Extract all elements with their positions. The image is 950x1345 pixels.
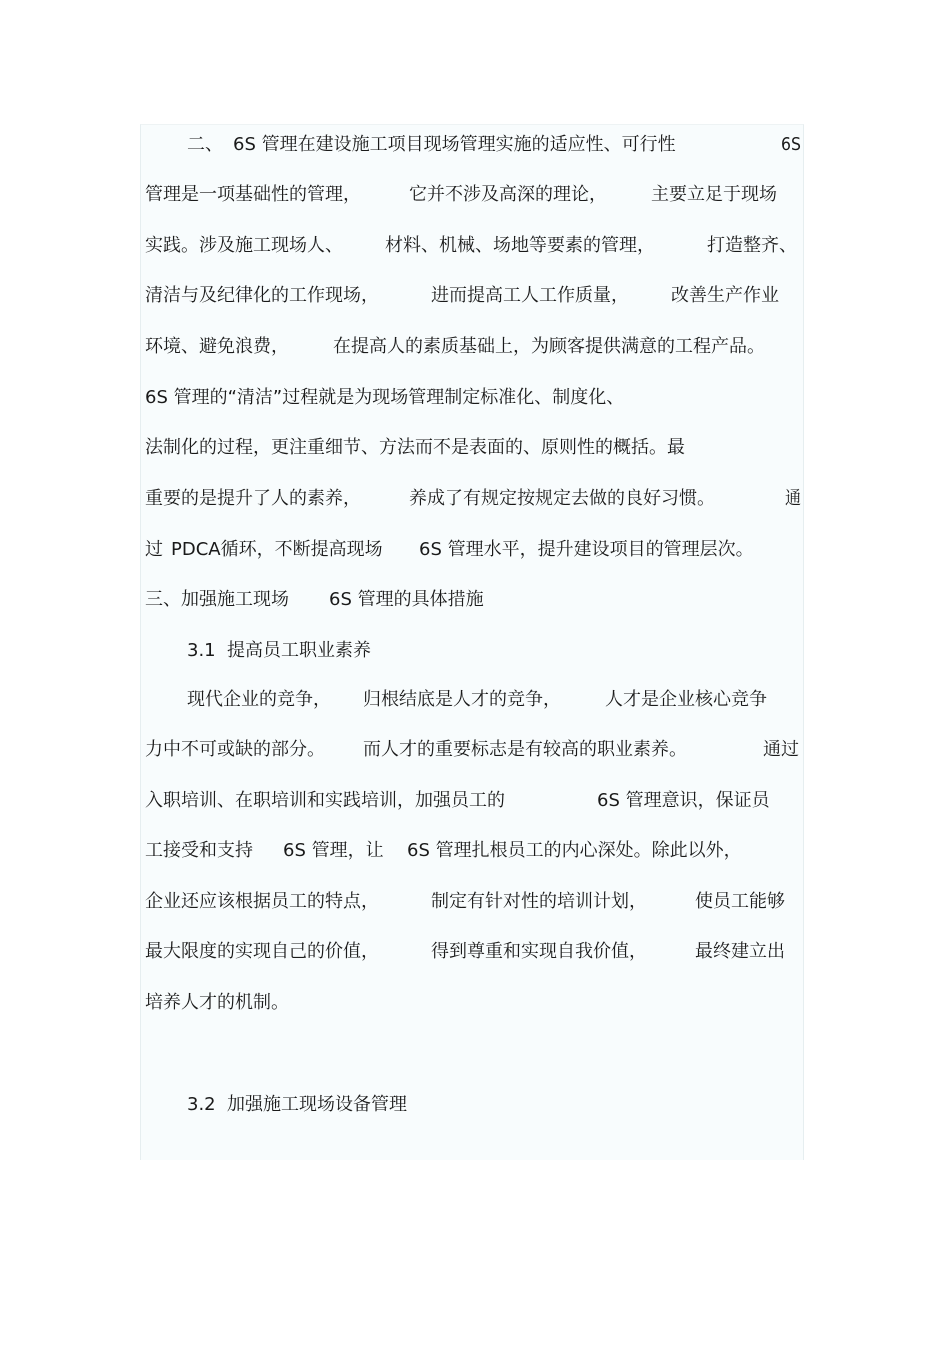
text-line: [141, 685, 805, 715]
text-segment: 打造整齐、: [707, 235, 797, 256]
text-segment: 力中不可或缺的部分。: [145, 739, 325, 760]
text-segment: 管理是一项基础性的管理，: [145, 184, 361, 205]
text-line: [141, 836, 805, 866]
text-segment: 而人才的重要标志是有较高的职业素养。: [363, 739, 687, 760]
text-line: [141, 383, 805, 413]
text-segment: 6S: [781, 134, 801, 155]
text-segment: 6S 管理的具体措施: [329, 589, 484, 610]
text-segment: 现代企业的竞争，: [187, 689, 331, 710]
text-segment: 实践。涉及施工现场人、: [145, 235, 343, 256]
text-segment: 入职培训、在职培训和实践培训，加强员工的: [145, 790, 505, 811]
text-segment: 最终建立出: [695, 941, 785, 962]
text-segment: 工接受和支持: [145, 840, 253, 861]
text-line: [141, 535, 805, 565]
text-segment: 培养人才的机制。: [145, 992, 289, 1013]
text-line: [141, 988, 805, 1018]
text-segment: 重要的是提升了人的素养，: [145, 488, 361, 509]
text-segment: PDCA循环，不断提高现场: [171, 539, 383, 560]
text-segment: 材料、机械、场地等要素的管理，: [385, 235, 655, 256]
section-number: 3.2: [187, 1094, 216, 1115]
text-segment: 最大限度的实现自己的价值，: [145, 941, 379, 962]
text-line: [141, 281, 805, 311]
text-segment: 清洁与及纪律化的工作现场，: [145, 285, 379, 306]
text-segment: 在提高人的素质基础上，为顾客提供满意的工程产品。: [333, 336, 765, 357]
text-segment: 通: [785, 488, 801, 509]
text-line: [141, 433, 805, 463]
text-segment: 制定有针对性的培训计划，: [431, 891, 647, 912]
text-line: [141, 130, 805, 160]
text-segment: 主要立足于现场: [651, 184, 777, 205]
text-segment: 人才是企业核心竞争: [605, 689, 767, 710]
section-heading: [141, 585, 805, 615]
text-line: [141, 735, 805, 765]
section-number: 3.1: [187, 640, 216, 661]
text-segment: 6S 管理扎根员工的内心深处。除此以外，: [407, 840, 742, 861]
subsection-heading: [141, 636, 805, 666]
text-segment: 6S 管理在建设施工项目现场管理实施的适应性、可行性: [233, 134, 676, 155]
text-segment: 通过: [763, 739, 799, 760]
text-line: [141, 180, 805, 210]
content-area: [140, 124, 804, 1160]
text-segment: 得到尊重和实现自我价值，: [431, 941, 647, 962]
text-line: [141, 887, 805, 917]
text-segment: 6S 管理的“清洁”过程就是为现场管理制定标准化、制度化、: [145, 387, 625, 408]
text-line: [141, 937, 805, 967]
text-line: [141, 332, 805, 362]
text-segment: 二、: [187, 134, 223, 155]
text-segment: 6S 管理意识，保证员: [597, 790, 770, 811]
text-segment: 加强施工现场设备管理: [227, 1094, 407, 1115]
text-segment: 三、加强施工现场: [145, 589, 289, 610]
text-line: [141, 786, 805, 816]
text-line: [141, 231, 805, 261]
subsection-heading: [141, 1090, 805, 1120]
text-segment: 提高员工职业素养: [227, 640, 371, 661]
text-segment: 使员工能够: [695, 891, 785, 912]
text-segment: 环境、避免浪费，: [145, 336, 289, 357]
text-segment: 6S 管理水平，提升建设项目的管理层次。: [419, 539, 754, 560]
text-segment: 归根结底是人才的竞争，: [363, 689, 561, 710]
text-segment: 进而提高工人工作质量，: [431, 285, 629, 306]
text-segment: 它并不涉及高深的理论，: [409, 184, 607, 205]
text-segment: 过: [145, 539, 163, 560]
text-line: [141, 484, 805, 514]
text-segment: 养成了有规定按规定去做的良好习惯。: [409, 488, 715, 509]
text-segment: 6S 管理，让: [283, 840, 384, 861]
text-segment: 企业还应该根据员工的特点，: [145, 891, 379, 912]
text-segment: 法制化的过程，更注重细节、方法而不是表面的、原则性的概括。最: [145, 437, 685, 458]
text-segment: 改善生产作业: [671, 285, 779, 306]
